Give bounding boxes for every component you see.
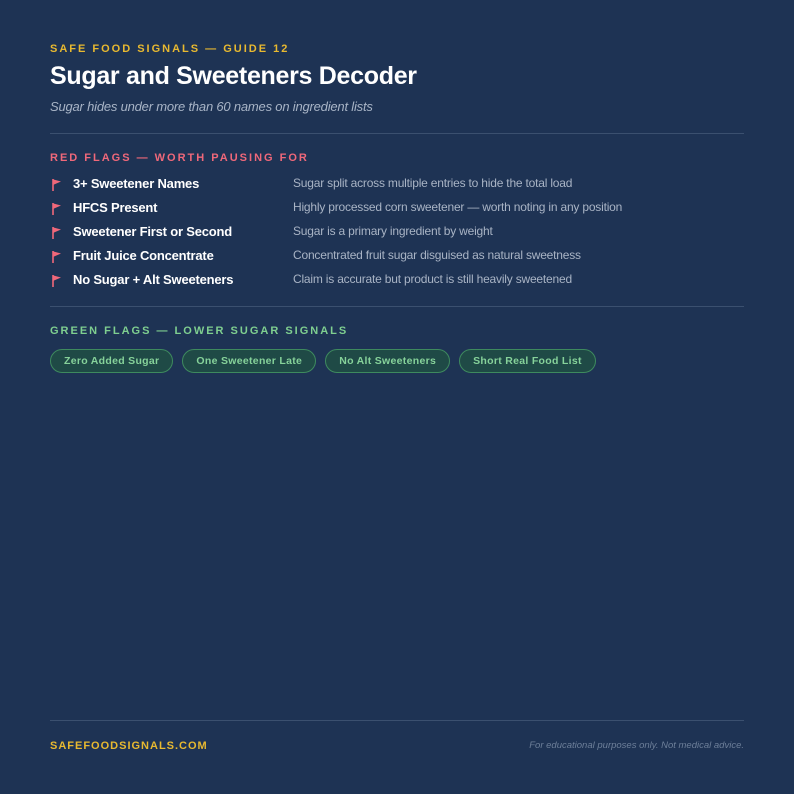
footer-disclaimer: For educational purposes only. Not medical advice.	[529, 740, 744, 751]
red-flag-description: Claim is accurate but product is still heavily sweetened	[293, 272, 572, 286]
page-title: Sugar and Sweeteners Decoder	[50, 62, 417, 90]
red-flag-name: Sweetener First or Second	[73, 224, 232, 239]
red-flag-row	[50, 248, 744, 268]
red-flags-heading: RED FLAGS — WORTH PAUSING FOR	[50, 152, 309, 164]
red-flag-name: Fruit Juice Concentrate	[73, 248, 214, 263]
guide-card	[50, 0, 744, 794]
flag-icon	[50, 178, 64, 192]
red-flag-name: 3+ Sweetener Names	[73, 176, 200, 191]
red-flag-description: Sugar is a primary ingredient by weight	[293, 224, 493, 238]
red-flag-row	[50, 176, 744, 196]
red-flag-name: No Sugar + Alt Sweeteners	[73, 272, 234, 287]
red-flag-description: Concentrated fruit sugar disguised as natural sweetness	[293, 248, 581, 262]
footer-brand-link[interactable]: SAFEFOODSIGNALS.COM	[50, 740, 208, 752]
green-flag-pill: No Alt Sweeteners	[325, 349, 450, 373]
page-subtitle: Sugar hides under more than 60 names on ingredient lists	[50, 99, 373, 114]
red-flag-row	[50, 272, 744, 292]
flag-icon	[50, 274, 64, 288]
green-flag-pills	[50, 349, 596, 373]
green-flag-pill: Zero Added Sugar	[50, 349, 173, 373]
guide-eyebrow: SAFE FOOD SIGNALS — GUIDE 12	[50, 43, 290, 55]
section-divider	[50, 306, 744, 307]
red-flag-name: HFCS Present	[73, 200, 158, 215]
green-flag-pill: One Sweetener Late	[182, 349, 316, 373]
red-flag-description: Highly processed corn sweetener — worth noting in any position	[293, 200, 623, 214]
flag-icon	[50, 250, 64, 264]
green-flag-pill: Short Real Food List	[459, 349, 596, 373]
flag-icon	[50, 202, 64, 216]
red-flag-row	[50, 224, 744, 244]
red-flag-description: Sugar split across multiple entries to hide the total load	[293, 176, 573, 190]
footer-divider	[50, 720, 744, 721]
flag-icon	[50, 226, 64, 240]
green-flags-heading: GREEN FLAGS — LOWER SUGAR SIGNALS	[50, 325, 349, 337]
header-divider	[50, 133, 744, 134]
red-flag-row	[50, 200, 744, 220]
